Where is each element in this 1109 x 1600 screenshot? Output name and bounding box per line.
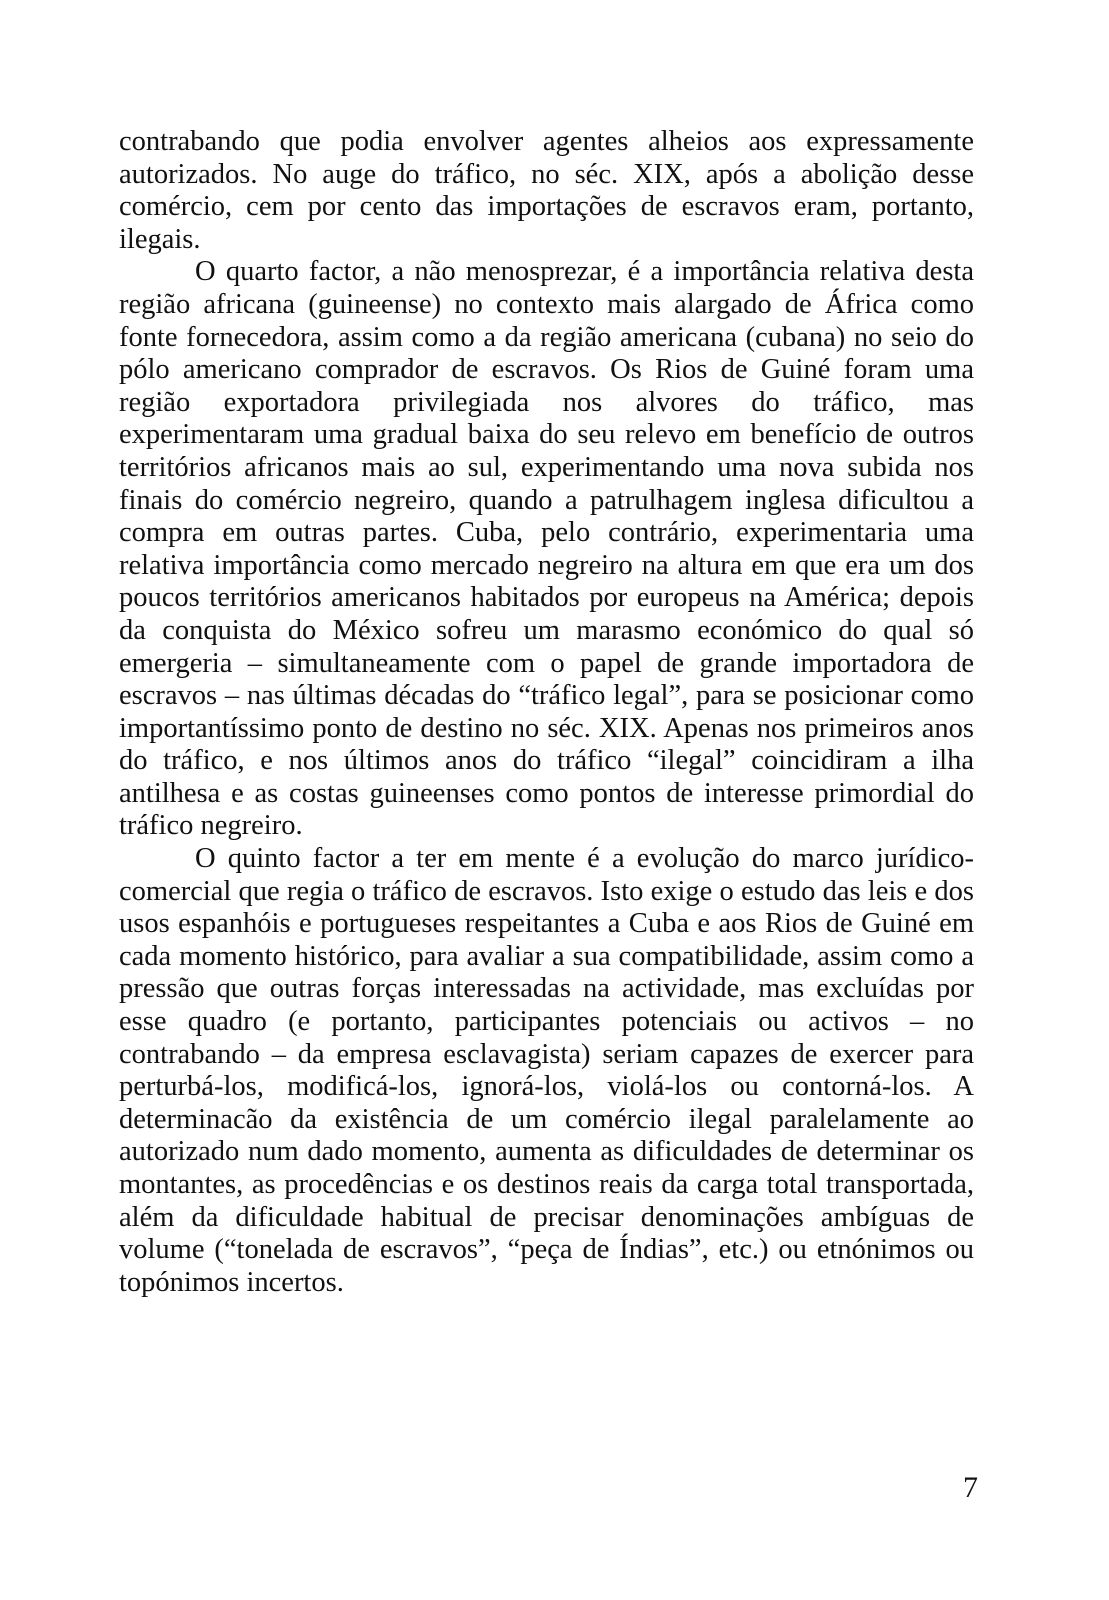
paragraph-continuation: contrabando que podia envolver agentes alheios aos expressamente autorizados. No auge do tráfico, no séc. XIX, após a abolição desse comércio, cem por cento das importações de escravos eram, portanto, ilegais. [119,126,974,255]
page-body [119,126,974,1299]
paragraph-fourth-factor: O quarto factor, a não menosprezar, é a importância relativa desta região africana (guineense) no contexto mais alargado de África como fonte fornecedora, assim como a da região americana (cubana) no seio do pólo americano comprador de escravos. Os Rios de Guiné foram uma região exportadora privilegiada nos alvores do tráfico, mas experimentaram uma gradual baixa do seu relevo em benefício de outros territórios africanos mais ao sul, experimentando uma nova subida nos finais do comércio negreiro, quando a patrulhagem inglesa dificultou a compra em outras partes. Cuba, pelo contrário, experimentaria uma relativa importância como mercado negreiro na altura em que era um dos poucos territórios americanos habitados por europeus na América; depois da conquista do México sofreu um marasmo económico do qual só emergeria – simultaneamente com o papel de grande importadora de escravos – nas últimas décadas do “tráfico legal”, para se posicionar como importantíssimo ponto de destino no séc. XIX. Apenas nos primeiros anos do tráfico, e nos últimos anos do tráfico “ilegal” coincidiram a ilha antilhesa e as costas guineenses como pontos de interesse primordial do tráfico negreiro. [119,256,974,842]
paragraph-fifth-factor: O quinto factor a ter em mente é a evolução do marco jurídico-comercial que regia o tráfico de escravos. Isto exige o estudo das leis e dos usos espanhóis e portugueses respeitantes a Cuba e aos Rios de Guiné em cada momento histórico, para avaliar a sua compatibilidade, assim como a pressão que outras forças interessadas na actividade, mas excluídas por esse quadro (e portanto, participantes potenciais ou activos – no contrabando – da empresa esclavagista) seriam capazes de exercer para perturbá-los, modificá-los, ignorá-los, violá-los ou contorná-los. A determinacão da existência de um comércio ilegal paralelamente ao autorizado num dado momento, aumenta as dificuldades de determinar os montantes, as procedências e os destinos reais da carga total transportada, além da dificuldade habitual de precisar denominações ambíguas de volume (“tonelada de escravos”, “peça de Índias”, etc.) ou etnónimos ou topónimos incertos. [119,843,974,1298]
page-number: 7 [963,1471,978,1504]
